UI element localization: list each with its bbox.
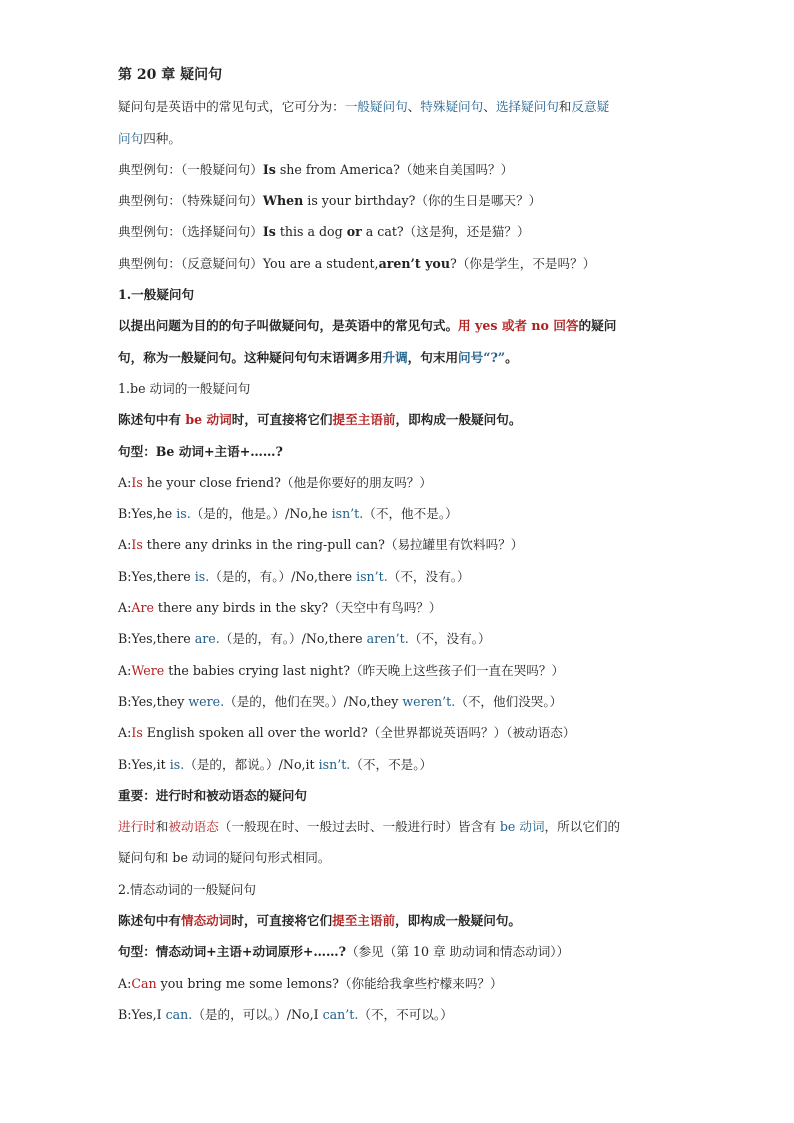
text-run: Can — [131, 975, 157, 991]
text-run: A: — [118, 725, 132, 741]
text-run: 问号“?” — [458, 349, 506, 365]
text-run: B:Yes,he — [118, 506, 177, 522]
text-run: 典型例句：（特殊疑问句） — [118, 193, 263, 209]
example-line-1 — [118, 154, 678, 185]
text-run: isn’t. — [318, 756, 351, 772]
example-line-4 — [118, 248, 678, 279]
text-run: or — [346, 224, 362, 240]
text-run: Is — [131, 474, 143, 490]
chapter-title: 第 20 章 疑问句 — [118, 67, 223, 83]
dialog-line — [118, 561, 678, 592]
text-run: is your birthday?（你的生日是哪天？） — [303, 193, 542, 209]
important-text-1 — [118, 811, 678, 842]
text-run: be 动词 — [185, 412, 232, 428]
text-run: （参见（第 10 章 助动词和情态动词）） — [345, 944, 570, 960]
text-run: you bring me some lemons?（你能给我拿些柠檬来吗？） — [156, 975, 503, 991]
text-run: 陈述句中有 — [118, 412, 186, 428]
text-run: 句型：情态动词+主语+动词原形+……? — [118, 944, 346, 960]
text-run: 进行时 — [118, 819, 156, 835]
text-run: 典型例句：（选择疑问句） — [118, 224, 263, 240]
dialog-line — [118, 655, 678, 686]
text-run: he your close friend?（他是你要好的朋友吗？） — [142, 474, 432, 490]
text-run: 以提出问题为目的的句子叫做疑问句，是英语中的常见句式。 — [118, 318, 459, 334]
text-run: 1.be 动词的一般疑问句 — [118, 380, 251, 396]
text-run: 一般疑问句 — [344, 99, 408, 115]
text-run: can’t. — [322, 1006, 359, 1022]
text-run: 、 — [407, 99, 421, 115]
dialog-line — [118, 999, 678, 1030]
text-run: 句，称为一般疑问句。这种疑问句句末语调多用 — [118, 349, 383, 365]
text-run: B:Yes,they — [118, 693, 189, 709]
dialog-line — [118, 592, 678, 623]
text-run: （是的，他是。）/No,he — [190, 506, 332, 522]
dialog-line — [118, 717, 678, 748]
text-run: isn’t. — [331, 506, 364, 522]
rule-modal — [118, 905, 678, 936]
text-run: a cat?（这是狗，还是猫？） — [361, 224, 530, 240]
text-run: there any birds in the sky?（天空中有鸟吗？） — [153, 600, 442, 616]
text-run: ，句末用 — [407, 349, 459, 365]
text-run: 。 — [505, 349, 518, 365]
text-run: 提至主语前 — [332, 913, 396, 929]
text-run: 典型例句：（一般疑问句） — [118, 161, 263, 177]
text-run: be 动词 — [499, 819, 545, 835]
text-run: （不，不可以。） — [358, 1006, 453, 1022]
text-run: this a dog — [275, 224, 347, 240]
text-run: 特殊疑问句 — [420, 99, 484, 115]
text-run: 被动语态 — [168, 819, 219, 835]
text-run: are. — [194, 631, 220, 647]
text-run: 用 yes 或者 no 回答 — [458, 318, 579, 334]
text-run: （不，没有。） — [387, 568, 470, 584]
important-text-2 — [118, 842, 678, 873]
text-run: isn’t. — [356, 568, 388, 584]
dialog-line — [118, 623, 678, 654]
text-run: 、 — [483, 99, 496, 115]
text-run: B:Yes,I — [118, 1006, 166, 1022]
section-heading — [118, 279, 678, 310]
text-run: 时，可直接将它们 — [231, 412, 333, 428]
text-run: 典型例句：（反意疑问句）You are a student, — [118, 255, 379, 271]
pattern-modal — [118, 936, 678, 967]
text-run: 陈述句中有 — [118, 913, 181, 929]
text-run: A: — [118, 474, 132, 490]
text-run: （不，不是。） — [350, 756, 433, 772]
text-run: （是的，都说。）/No,it — [184, 756, 319, 772]
text-run: ，即构成一般疑问句。 — [395, 913, 521, 929]
text-run: 升调 — [382, 349, 408, 365]
text-run: 四种。 — [143, 130, 181, 146]
text-run: she from America?（她来自美国吗？） — [275, 161, 514, 177]
pattern-be — [118, 436, 678, 467]
text-run: （是的，有。）/No,there — [219, 631, 367, 647]
dialog-line — [118, 498, 678, 529]
text-run: were. — [188, 693, 225, 709]
text-run: English spoken all over the world?（全世界都说英语吗？）（被动语态） — [142, 725, 576, 741]
text-run: A: — [118, 662, 132, 678]
text-run: 疑问句和 be 动词的疑问句形式相同。 — [118, 850, 331, 866]
dialog-line — [118, 749, 678, 780]
text-run: B:Yes,there — [118, 568, 195, 584]
subsection-heading-be — [118, 373, 678, 404]
text-run: 的疑问 — [578, 318, 617, 334]
text-run: 句型：Be 动词+主语+……? — [118, 443, 283, 459]
text-run: the babies crying last night?（昨天晚上这些孩子们一直在哭吗？） — [164, 662, 565, 678]
text-run: aren’t you — [378, 255, 450, 271]
text-run: B:Yes,it — [118, 756, 170, 772]
text-run: Is — [262, 224, 276, 240]
text-run: （一般现在时、一般过去时、一般进行时）皆含有 — [218, 819, 500, 835]
text-run: Is — [131, 537, 143, 553]
text-run: 1.一般疑问句 — [118, 287, 195, 303]
text-run: A: — [118, 600, 132, 616]
text-run: 情态动词 — [180, 913, 232, 929]
subsection-heading-modal — [118, 874, 678, 905]
definition-line-1 — [118, 310, 678, 341]
text-run: there any drinks in the ring-pull can?（易拉罐里有饮料吗？） — [142, 537, 524, 553]
text-run: is. — [194, 568, 210, 584]
text-run: ?（你是学生，不是吗？） — [450, 255, 596, 271]
text-run: 和 — [155, 819, 169, 835]
text-run: B:Yes,there — [118, 631, 195, 647]
text-run: ，即构成一般疑问句。 — [395, 412, 522, 428]
text-run: Is — [262, 161, 276, 177]
text-run: A: — [118, 537, 132, 553]
text-run: weren’t. — [402, 693, 456, 709]
text-run: 2.情态动词的一般疑问句 — [118, 881, 256, 897]
example-line-3 — [118, 216, 678, 247]
text-run: A: — [118, 975, 132, 991]
text-run: Are — [131, 600, 154, 616]
important-heading — [118, 780, 678, 811]
text-run: 重要：进行时和被动语态的疑问句 — [118, 787, 307, 803]
text-run: is. — [176, 506, 191, 522]
text-run: is. — [169, 756, 185, 772]
dialog-line — [118, 968, 678, 999]
text-run: （不，他不是。） — [363, 506, 458, 522]
text-run: Were — [131, 662, 165, 678]
text-run: 和 — [558, 99, 572, 115]
text-run: 时，可直接将它们 — [231, 913, 333, 929]
text-run: 问句 — [118, 130, 144, 146]
text-run: When — [262, 193, 304, 209]
example-line-2 — [118, 185, 678, 216]
text-run: （是的，有。）/No,there — [209, 568, 357, 584]
text-run: （是的，可以。）/No,I — [192, 1006, 323, 1022]
dialog-line — [118, 686, 678, 717]
intro-line-1 — [118, 91, 678, 122]
text-run: Is — [131, 725, 143, 741]
text-run: 选择疑问句 — [495, 99, 559, 115]
text-run: 反意疑 — [571, 99, 610, 115]
text-run: （不，他们没哭。） — [455, 693, 563, 709]
text-run: can. — [165, 1006, 193, 1022]
text-run: （不，没有。） — [408, 631, 491, 647]
text-run: 疑问句是英语中的常见句式，它可分为： — [118, 99, 345, 115]
intro-line-2 — [118, 123, 678, 154]
rule-be — [118, 404, 678, 435]
document-page — [118, 60, 678, 1030]
definition-line-2 — [118, 342, 678, 373]
text-run: aren’t. — [366, 631, 409, 647]
text-run: ，所以它们的 — [544, 819, 621, 835]
text-run: 提至主语前 — [332, 412, 396, 428]
text-run: （是的，他们在哭。）/No,they — [224, 693, 403, 709]
dialog-line — [118, 467, 678, 498]
dialog-line — [118, 529, 678, 560]
